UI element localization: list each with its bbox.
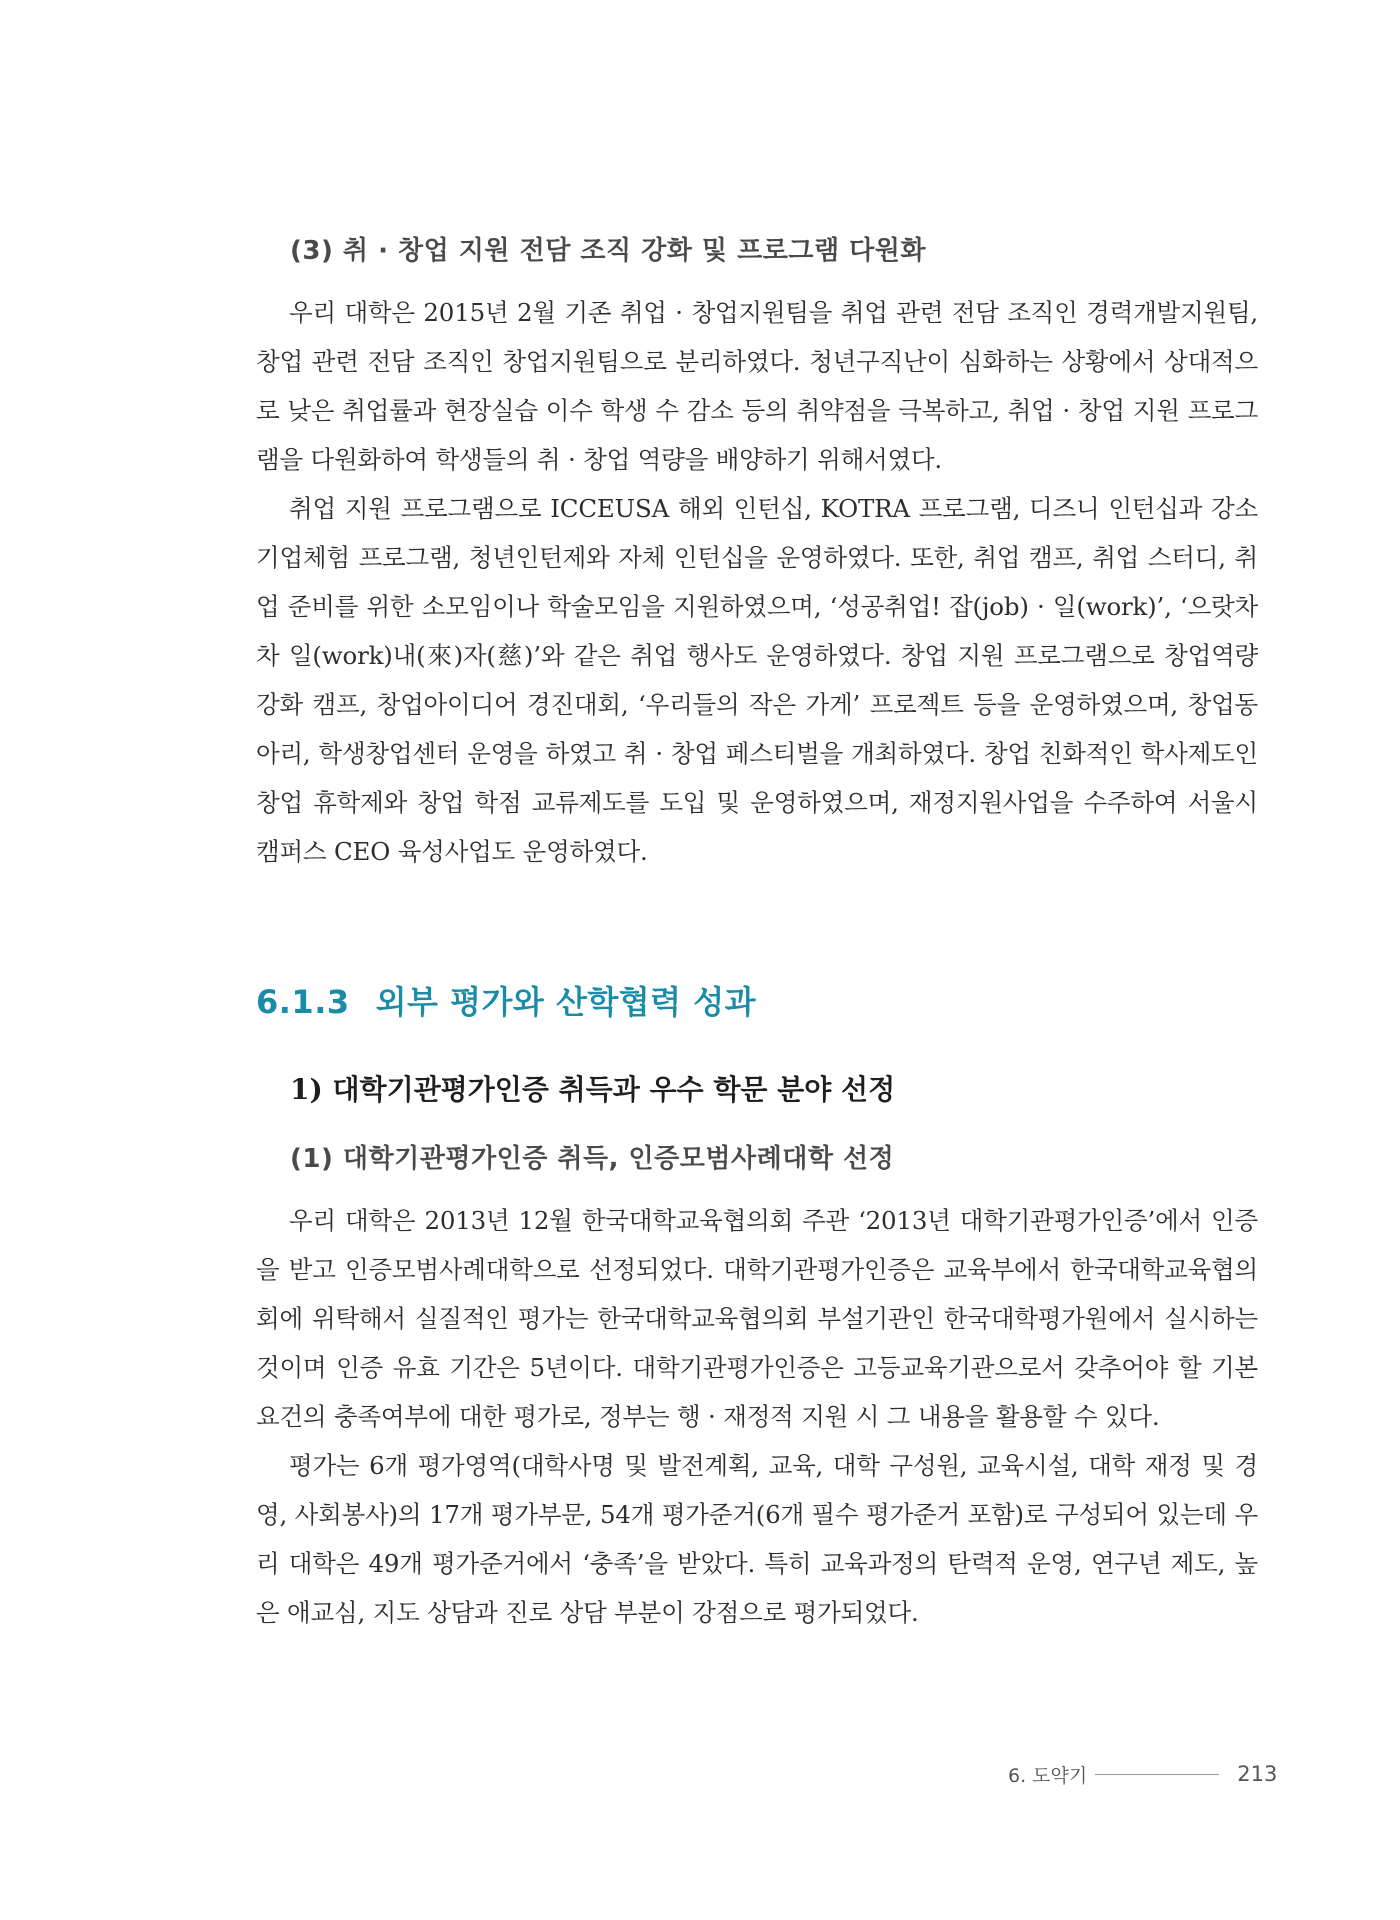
section-title-text: 외부 평가와 산학협력 성과 xyxy=(375,983,757,1021)
section-1-paragraph-1: 우리 대학은 2013년 12월 한국대학교육협의회 주관 ‘2013년 대학기관평가인증’에서 인증을 받고 인증모범사례대학으로 선정되었다. 대학기관평가인증은 교육부에서 한국대학교육협의회에 위탁해서 실질적인 평가는 한국대학교육협의회 부설기관인 한국대학평가원에서 실시하는 것이며 인증 유효 기간은 5년이다. 대학기관평가인증은 고등교육기관으로서 갖추어야 할 기본요건의 충족여부에 대한 평가로, 정부는 행 · 재정적 지원 시 그 내용을 활용할 수 있다. xyxy=(256,1206,1258,1431)
section-3-paragraph-1: 우리 대학은 2015년 2월 기존 취업 · 창업지원팀을 취업 관련 전담 조직인 경력개발지원팀, 창업 관련 전담 조직인 창업지원팀으로 분리하였다. 청년구직난이 심화하는 상황에서 상대적으로 낮은 취업률과 현장실습 이수 학생 수 감소 등의 취약점을 극복하고, 취업 · 창업 지원 프로그램을 다원화하여 학생들의 취 · 창업 역량을 배양하기 위해서였다. xyxy=(256,298,1258,474)
section-1-paragraph-2: 평가는 6개 평가영역(대학사명 및 발전계획, 교육, 대학 구성원, 교육시설, 대학 재정 및 경영, 사회봉사)의 17개 평가부문, 54개 평가준거(6개 필수 평가준거 포함)로 구성되어 있는데 우리 대학은 49개 평가준거에서 ‘충족’을 받았다. 특히 교육과정의 탄력적 운영, 연구년 제도, 높은 애교심, 지도 상담과 진로 상담 부분이 강점으로 평가되었다. xyxy=(256,1451,1258,1627)
page-number: 213 xyxy=(1237,1762,1278,1786)
page-content xyxy=(256,228,1258,1637)
section-6-1-3-title xyxy=(256,972,1258,1032)
section-3-heading: (3) 취 · 창업 지원 전담 조직 강화 및 프로그램 다원화 xyxy=(290,236,926,266)
section-number: 6.1.3 xyxy=(256,983,350,1021)
subsection-1-title: 1) 대학기관평가인증 취득과 우수 학문 분야 선정 xyxy=(290,1073,896,1106)
section-1-heading: (1) 대학기관평가인증 취득, 인증모범사례대학 선정 xyxy=(290,1144,895,1174)
section-3-paragraph-2: 취업 지원 프로그램으로 ICCEUSA 해외 인턴십, KOTRA 프로그램, 디즈니 인턴십과 강소기업체험 프로그램, 청년인턴제와 자체 인턴십을 운영하였다. 또한, 취업 캠프, 취업 스터디, 취업 준비를 위한 소모임이나 학술모임을 지원하였으며, ‘성공취업! 잡(job) · 일(work)’, ‘으랏차차 일(work)내(來)자(慈)’와 같은 취업 행사도 운영하였다. 창업 지원 프로그램으로 창업역량 강화 캠프, 창업아이디어 경진대회, ‘우리들의 작은 가게’ 프로젝트 등을 운영하였으며, 창업동아리, 학생창업센터 운영을 하였고 취 · 창업 페스티벌을 개최하였다. 창업 친화적인 학사제도인 창업 휴학제와 창업 학점 교류제도를 도입 및 운영하였으며, 재정지원사업을 수주하여 서울시 캠퍼스 CEO 육성사업도 운영하였다. xyxy=(256,494,1258,866)
page-footer xyxy=(1008,1754,1300,1794)
footer-chapter: 6. 도약기 xyxy=(1008,1764,1088,1787)
footer-rule xyxy=(1095,1774,1219,1775)
